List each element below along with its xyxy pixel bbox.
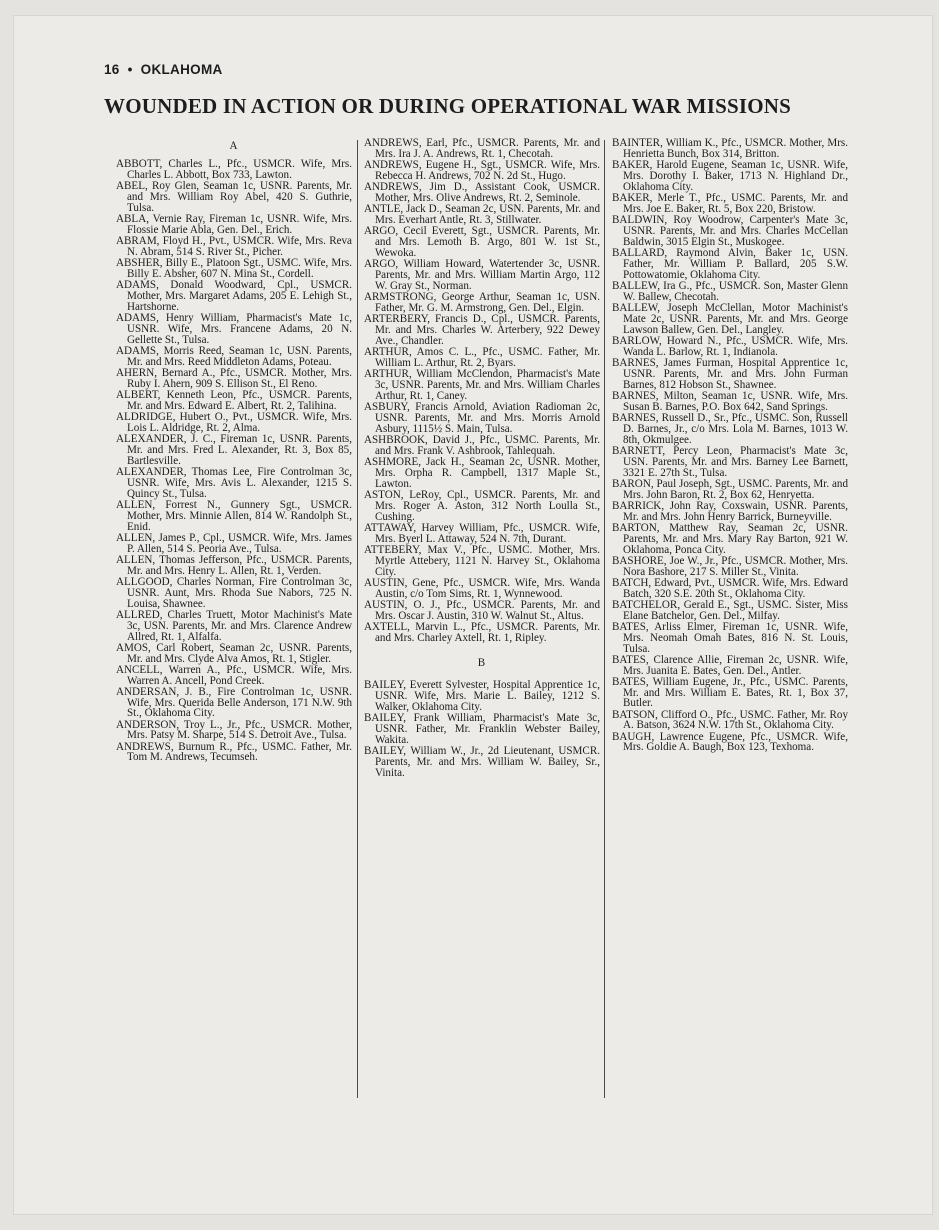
casualty-entry: BATCHELOR, Gerald E., Sgt., USMC. Sister, Miss Elane Batchelor, Gen. Del., Milfay.	[612, 598, 848, 622]
state-name: OKLAHOMA	[140, 62, 223, 77]
casualty-entry: BATES, Clarence Allie, Fireman 2c, USNR. Wife, Mrs. Juanita E. Bates, Gen. Del., Antler.	[612, 653, 848, 677]
casualty-entry: ANDREWS, Burnum R., Pfc., USMC. Father, Mr. Tom M. Andrews, Tecumseh.	[116, 740, 352, 764]
casualty-entry: ABLA, Vernie Ray, Fireman 1c, USNR. Wife, Mrs. Flossie Marie Abla, Gen. Del., Erich.	[116, 212, 352, 236]
casualty-entry: BARON, Paul Joseph, Sgt., USMC. Parents, Mr. and Mrs. John Baron, Rt. 2, Box 62, Henryetta.	[612, 477, 848, 501]
casualty-entry: BALDWIN, Roy Woodrow, Carpenter's Mate 3c, USNR. Parents, Mr. and Mrs. Charles McCellan Baldwin, 3015 Elgin St., Muskogee.	[612, 213, 848, 248]
running-head	[104, 62, 223, 77]
casualty-entry: BAKER, Harold Eugene, Seaman 1c, USNR. Wife, Mrs. Dorothy I. Baker, 1713 N. Highland Dr., Oklahoma City.	[612, 159, 848, 193]
casualty-entry: BAKER, Merle T., Pfc., USMC. Parents, Mr. and Mrs. Joe E. Baker, Rt. 5, Box 220, Bristow.	[612, 191, 848, 215]
casualty-entry: ABEL, Roy Glen, Seaman 1c, USNR. Parents, Mr. and Mrs. William Roy Abel, 420 S. Guthrie, Tulsa.	[116, 179, 352, 214]
casualty-entry: ANDERSAN, J. B., Fire Controlman 1c, USNR. Wife, Mrs. Querida Belle Anderson, 171 N.W. 9th St., Oklahoma City.	[116, 685, 352, 720]
casualty-entry: BALLEW, Joseph McClellan, Motor Machinist's Mate 2c, USNR. Parents, Mr. and Mrs. George Lawson Ballew, Gen. Del., Langley.	[612, 301, 848, 336]
casualty-entry: ASBURY, Francis Arnold, Aviation Radioman 2c, USNR. Parents, Mr. and Mrs. Morris Arnold Asbury, 1115½ S. Main, Tulsa.	[364, 400, 600, 435]
casualty-entry: BALLEW, Ira G., Pfc., USMCR. Son, Master Glenn W. Ballew, Checotah.	[612, 279, 848, 303]
entries-col-3	[612, 138, 848, 753]
casualty-entry: BAILEY, Everett Sylvester, Hospital Apprentice 1c, USNR. Wife, Mrs. Marie L. Bailey, 1212 S. Walker, Oklahoma City.	[364, 679, 600, 714]
entries-col-1	[116, 159, 352, 763]
casualty-entry: BAUGH, Lawrence Eugene, Pfc., USMCR. Wife, Mrs. Goldie A. Baugh, Box 123, Texhoma.	[612, 730, 848, 754]
casualty-entry: ADAMS, Morris Reed, Seaman 1c, USN. Parents, Mr. and Mrs. Reed Middleton Adams, Poteau.	[116, 344, 352, 368]
casualty-entry: AUSTIN, O. J., Pfc., USMCR. Parents, Mr. and Mrs. Oscar J. Austin, 310 W. Walnut St., Altus.	[364, 598, 600, 622]
casualty-entry: AMOS, Carl Robert, Seaman 2c, USNR. Parents, Mr. and Mrs. Clyde Alva Amos, Rt. 1, Stigler.	[116, 641, 352, 665]
casualty-entry: BAINTER, William K., Pfc., USMCR. Mother, Mrs. Henrietta Bunch, Box 314, Britton.	[612, 137, 848, 160]
casualty-entry: ARMSTRONG, George Arthur, Seaman 1c, USN. Father, Mr. G. M. Armstrong, Gen. Del., Elgin.	[364, 290, 600, 314]
casualty-entry: ANDREWS, Jim D., Assistant Cook, USMCR. Mother, Mrs. Olive Andrews, Rt. 2, Seminole.	[364, 181, 600, 204]
casualty-entry: ALLRED, Charles Truett, Motor Machinist's Mate 3c, USN. Parents, Mr. and Mrs. Clarence Andrew Allred, Rt. 1, Alfalfa.	[116, 608, 352, 643]
section-heading-b: B	[477, 656, 487, 669]
casualty-entry: ALLEN, Thomas Jefferson, Pfc., USMCR. Parents, Mr. and Mrs. Henry L. Allen, Rt. 1, Verden.	[116, 553, 352, 577]
casualty-entry: BALLARD, Raymond Alvin, Baker 1c, USN. Father, Mr. William P. Ballard, 205 S.W. Pottowatomie, Oklahoma City.	[612, 246, 848, 281]
casualty-entry: ASHBROOK, David J., Pfc., USMC. Parents, Mr. and Mrs. Frank V. Ashbrook, Tahlequah.	[364, 433, 600, 457]
casualty-entry: ANDREWS, Eugene H., Sgt., USMCR. Wife, Mrs. Rebecca H. Andrews, 702 N. 2d St., Hugo.	[364, 159, 600, 182]
casualty-entry: ASHMORE, Jack H., Seaman 2c, USNR. Mother, Mrs. Orpha R. Campbell, 1317 Maple St., Lawton.	[364, 455, 600, 490]
casualty-entry: BATES, William Eugene, Jr., Pfc., USMC. Parents, Mr. and Mrs. William E. Bates, Rt. 1, Box 37, Butler.	[612, 675, 848, 710]
casualty-entry: ALBERT, Kenneth Leon, Pfc., USMCR. Parents, Mr. and Mrs. Edward E. Albert, Rt. 2, Talihina.	[116, 388, 352, 412]
casualty-entry: ALLEN, Forrest N., Gunnery Sgt., USMCR. Mother, Mrs. Minnie Allen, 814 W. Randolph St., Enid.	[116, 498, 352, 533]
casualty-entry: ABSHER, Billy E., Platoon Sgt., USMC. Wife, Mrs. Billy E. Absher, 607 N. Mina St., Cordell.	[116, 256, 352, 280]
casualty-entry: ATTAWAY, Harvey William, Pfc., USMCR. Wife, Mrs. Byerl L. Attaway, 524 N. 7th, Durant.	[364, 521, 600, 545]
casualty-entry: AUSTIN, Gene, Pfc., USMCR. Wife, Mrs. Wanda Austin, c/o Tom Sims, Rt. 1, Wynnewood.	[364, 576, 600, 600]
column-1	[116, 138, 352, 764]
column-3	[612, 138, 848, 754]
casualty-entry: ANTLE, Jack D., Seaman 2c, USN. Parents, Mr. and Mrs. Everhart Antle, Rt. 3, Stillwater.	[364, 203, 600, 226]
page-title: WOUNDED IN ACTION OR DURING OPERATIONAL WAR MISSIONS	[104, 94, 791, 118]
casualty-entry: BATSON, Clifford O., Pfc., USMC. Father, Mr. Roy A. Batson, 3624 N.W. 17th St., Oklahoma City.	[612, 708, 848, 732]
column-divider	[604, 140, 605, 1098]
casualty-entry: ATTEBERY, Max V., Pfc., USMC. Mother, Mrs. Myrtle Attebery, 1121 N. Harvey St., Oklahoma City.	[364, 543, 600, 578]
entries-col-2-b	[364, 680, 600, 779]
casualty-entry: ANCELL, Warren A., Pfc., USMCR. Wife, Mrs. Warren A. Ancell, Pond Creek.	[116, 663, 352, 687]
casualty-entry: BASHORE, Joe W., Jr., Pfc., USMCR. Mother, Mrs. Nora Bashore, 217 S. Miller St., Vinita.	[612, 554, 848, 578]
casualty-entry: ADAMS, Donald Woodward, Cpl., USMCR. Mother, Mrs. Margaret Adams, 205 E. Lehigh St., Hartshorne.	[116, 278, 352, 313]
page-number: 16	[104, 62, 120, 77]
column-divider	[357, 140, 358, 1098]
casualty-entry: BATCH, Edward, Pvt., USMCR. Wife, Mrs. Edward Batch, 320 S.E. 20th St., Oklahoma City.	[612, 576, 848, 600]
casualty-entry: ARTHUR, Amos C. L., Pfc., USMC. Father, Mr. William L. Arthur, Rt. 2, Byars.	[364, 345, 600, 369]
entries-col-2-a	[364, 138, 600, 644]
casualty-entry: BAILEY, William W., Jr., 2d Lieutenant, USMCR. Parents, Mr. and Mrs. William W. Bailey, Sr., Vinita.	[364, 745, 600, 780]
casualty-entry: BATES, Arliss Elmer, Fireman 1c, USNR. Wife, Mrs. Neomah Omah Bates, 816 N. St. Louis, Tulsa.	[612, 620, 848, 655]
casualty-entry: ANDREWS, Earl, Pfc., USMCR. Parents, Mr. and Mrs. Ira J. A. Andrews, Rt. 1, Checotah.	[364, 137, 600, 160]
casualty-entry: ALLGOOD, Charles Norman, Fire Controlman 3c, USNR. Aunt, Mrs. Rhoda Sue Nabors, 725 N. Louisa, Shawnee.	[116, 575, 352, 610]
casualty-entry: ALEXANDER, J. C., Fireman 1c, USNR. Parents, Mr. and Mrs. Fred L. Alexander, Rt. 3, Box 85, Bartlesville.	[116, 432, 352, 467]
casualty-entry: ARTERBERY, Francis D., Cpl., USMCR. Parents, Mr. and Mrs. Charles W. Arterbery, 922 Dewey Ave., Chandler.	[364, 312, 600, 347]
casualty-entry: BARLOW, Howard N., Pfc., USMCR. Wife, Mrs. Wanda L. Barlow, Rt. 1, Indianola.	[612, 334, 848, 358]
casualty-entry: ASTON, LeRoy, Cpl., USMCR. Parents, Mr. and Mrs. Roger A. Aston, 312 North Loulla St., Cushing.	[364, 488, 600, 523]
casualty-entry: BARNES, James Furman, Hospital Apprentice 1c, USNR. Parents, Mr. and Mrs. John Furman Barnes, 812 Hobson St., Shawnee.	[612, 356, 848, 391]
bullet-separator: •	[127, 62, 133, 77]
casualty-entry: BAILEY, Frank William, Pharmacist's Mate 3c, USNR. Father, Mr. Franklin Webster Bailey, Wakita.	[364, 712, 600, 747]
section-heading-a: A	[229, 140, 239, 152]
casualty-entry: BARNES, Russell D., Sr., Pfc., USMC. Son, Russell D. Barnes, Jr., c/o Mrs. Lola M. Barnes, 1013 W. 8th, Okmulgee.	[612, 411, 848, 446]
casualty-entry: ALEXANDER, Thomas Lee, Fire Controlman 3c, USNR. Wife, Mrs. Avis L. Alexander, 1215 S. Quincy St., Tulsa.	[116, 465, 352, 500]
column-2	[364, 138, 600, 779]
casualty-entry: ARTHUR, William McClendon, Pharmacist's Mate 3c, USNR. Parents, Mr. and Mrs. William Charles Arthur, Rt. 1, Caney.	[364, 367, 600, 402]
casualty-entry: ARGO, William Howard, Watertender 3c, USNR. Parents, Mr. and Mrs. William Martin Argo, 112 W. Gray St., Norman.	[364, 257, 600, 292]
casualty-entry: BARRICK, John Ray, Coxswain, USNR. Parents, Mr. and Mrs. John Henry Barrick, Burneyville.	[612, 499, 848, 523]
casualty-entry: AHERN, Bernard A., Pfc., USMCR. Mother, Mrs. Ruby I. Ahern, 909 S. Ellison St., El Reno.	[116, 366, 352, 390]
casualty-entry: ARGO, Cecil Everett, Sgt., USMCR. Parents, Mr. and Mrs. Lemoth B. Argo, 801 W. 1st St., Wewoka.	[364, 225, 600, 259]
casualty-entry: ABRAM, Floyd H., Pvt., USMCR. Wife, Mrs. Reva N. Abram, 514 S. River St., Picher.	[116, 234, 352, 258]
casualty-entry: ALDRIDGE, Hubert O., Pvt., USMCR. Wife, Mrs. Lois L. Aldridge, Rt. 2, Alma.	[116, 410, 352, 434]
casualty-entry: BARTON, Matthew Ray, Seaman 2c, USNR. Parents, Mr. and Mrs. Mary Ray Barton, 921 W. Oklahoma, Ponca City.	[612, 521, 848, 556]
casualty-entry: ADAMS, Henry William, Pharmacist's Mate 1c, USNR. Wife, Mrs. Francene Adams, 20 N. Gellette St., Tulsa.	[116, 311, 352, 346]
casualty-entry: BARNES, Milton, Seaman 1c, USNR. Wife, Mrs. Susan B. Barnes, P.O. Box 642, Sand Springs.	[612, 389, 848, 413]
casualty-entry: ANDERSON, Troy L., Jr., Pfc., USMCR. Mother, Mrs. Patsy M. Sharpe, 514 S. Detroit Ave., Tulsa.	[116, 718, 352, 742]
casualty-entry: AXTELL, Marvin L., Pfc., USMCR. Parents, Mr. and Mrs. Charley Axtell, Rt. 1, Ripley.	[364, 620, 600, 644]
casualty-entry: ALLEN, James P., Cpl., USMCR. Wife, Mrs. James P. Allen, 514 S. Peoria Ave., Tulsa.	[116, 531, 352, 555]
casualty-entry: BARNETT, Percy Leon, Pharmacist's Mate 3c, USN. Parents, Mr. and Mrs. Barney Lee Barnett, 3321 E. 27th St., Tulsa.	[612, 444, 848, 479]
casualty-entry: ABBOTT, Charles L., Pfc., USMCR. Wife, Mrs. Charles L. Abbott, Box 733, Lawton.	[116, 157, 352, 181]
